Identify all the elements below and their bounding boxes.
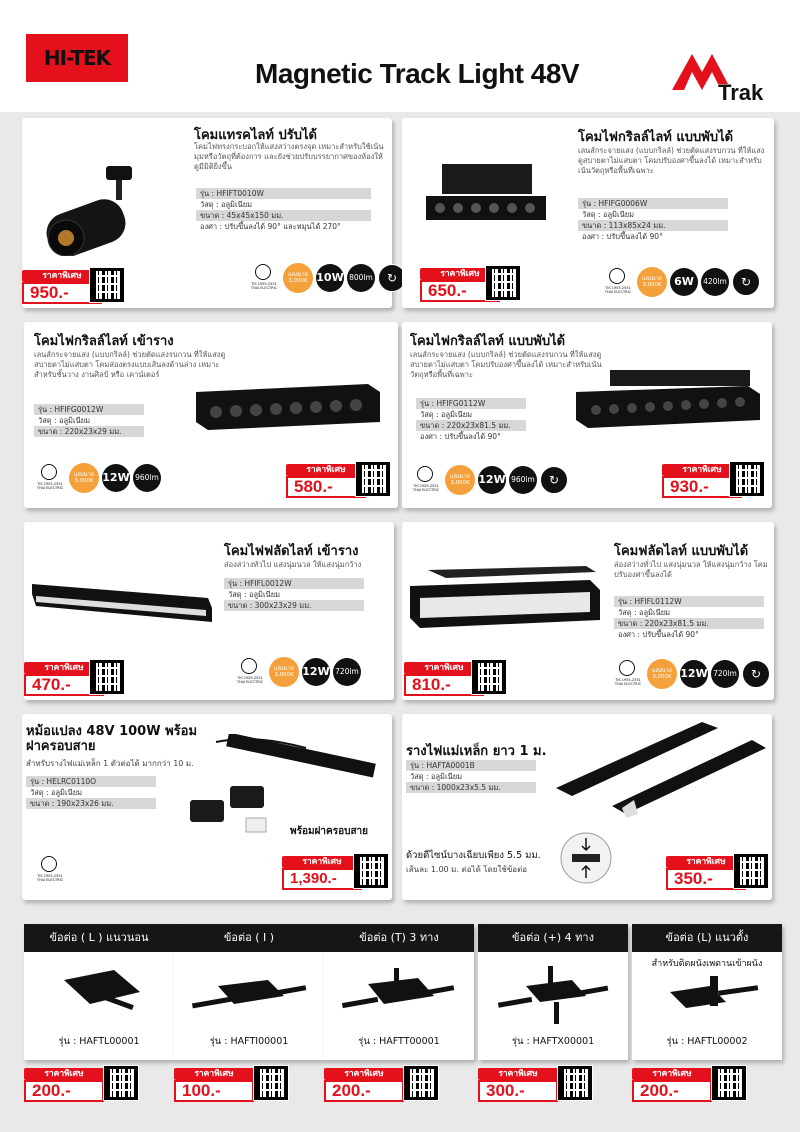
product-card-grill-track: [24, 322, 398, 508]
spec-table: รุ่น : HFIFL0012W วัสดุ : อลูมิเนียม ขนาด : 300x23x29 มม.: [224, 578, 364, 611]
spec-badges: [34, 462, 161, 494]
warm-light-badge: แสงนวล 3,000K: [445, 465, 475, 495]
product-desc: เลนส์กระจายแสง (แบบกริลล์) ช่วยตัดแสงรบกวน ที่ให้แสงดูสบายตาไม่แสบตา โคมส่องตรงแบบเส้นลงด้านล่าง เหมาะสำหรับชั้นวาง งานศิลป์ หรือ เคาน์เตอร์: [34, 350, 226, 379]
warm-light-badge: แสงนวล 3,000K: [647, 659, 677, 689]
fitting-model: รุ่น : HAFTL00001: [58, 1036, 140, 1047]
fitting-card-t: [324, 924, 474, 1060]
product-desc: สำหรับรางไฟแม่เหล็ก 1 ตัวต่อได้ มากกว่า 10 ม.: [26, 759, 194, 768]
qr-code: [254, 1066, 288, 1100]
qr-code: [354, 854, 388, 888]
trak-logo: Trak: [666, 46, 776, 108]
qr-code: [90, 268, 124, 302]
lumen-badge: 960lm: [509, 466, 537, 494]
flood-track-image: [28, 578, 218, 634]
tis-icon: TIS 1955-2551 THAI ELECTRIC: [612, 658, 644, 690]
rotate-icon: ↻: [742, 660, 770, 688]
flood-fold-image: [406, 562, 606, 642]
fitting-card-x: [478, 924, 628, 1060]
qr-code: [404, 1066, 438, 1100]
spec-badges: [602, 266, 760, 298]
qr-code: [734, 854, 768, 888]
product-title: โคมไฟกริลล์ไลท์ แบบพับได้: [410, 334, 566, 349]
product-card-grill-fold-6w: [402, 118, 774, 308]
grill-fold-12w-image: [570, 366, 766, 446]
lumen-badge: 960lm: [133, 464, 161, 492]
spec-table: รุ่น : HELRC0110O วัสดุ : อลูมิเนียม ขนาด : 190x23x26 มม.: [26, 776, 156, 809]
price-tag: ราคาพิเศษ 200.-: [632, 1068, 714, 1102]
l-connector-image: [44, 960, 154, 1032]
qr-code: [712, 1066, 746, 1100]
warm-light-badge: แสงนวล 3,000K: [69, 463, 99, 493]
product-card-magnetic-rail: [402, 714, 772, 900]
spec-table: รุ่น : HFIFG0112W วัสดุ : อลูมิเนียม ขนาด : 220x23x81.5 มม. องศา : ปรับขึ้นลงได้ 90°: [416, 398, 526, 442]
product-title: โคมฟลัดไลท์ แบบพับได้: [614, 544, 749, 559]
price-tag: ราคาพิเศษ 650.-: [420, 268, 502, 302]
lumen-badge: 800lm: [347, 264, 375, 292]
price-tag: ราคาพิเศษ 200.-: [24, 1068, 106, 1102]
magnetic-rail-image: [552, 718, 768, 826]
fitting-model: รุ่น : HAFTX00001: [511, 1036, 595, 1047]
tis-icon: TIS 1955-2551 THAI ELECTRIC: [410, 464, 442, 496]
product-card-power-supply: [22, 714, 392, 900]
product-card-flood-fold: [402, 522, 774, 700]
lumen-badge: 720lm: [711, 660, 739, 688]
fitting-card-i: [174, 924, 324, 1060]
qr-code: [90, 660, 124, 694]
spec-badges: [612, 658, 770, 690]
watt-badge: 12W: [478, 466, 506, 494]
fitting-model: รุ่น : HAFTI00001: [209, 1036, 289, 1047]
fitting-model: รุ่น : HAFTT00001: [358, 1036, 440, 1047]
fitting-title: ข้อต่อ ( I ): [174, 924, 324, 952]
price-tag: ราคาพิเศษ 200.-: [324, 1068, 406, 1102]
product-desc: เลนส์กระจายแสง (แบบกริลล์) ช่วยตัดแสงรบกวน ที่ให้แสงดูสบายตาไม่แสบตา โคมปรับองศาขึ้นลงได้ เหมาะสำหรับเน้นวัตถุหรือพื้นที่เฉพาะ: [578, 146, 765, 175]
page-title: Magnetic Track Light 48V: [255, 58, 580, 89]
qr-code: [730, 462, 764, 496]
product-desc: โคมไฟทรงกระบอกให้แสงสว่างตรงจุด เหมาะสำหรับใช้เน้นมุมหรือวัตถุที่ต้องการ และยังช่วยปรับบรรยากาศของห้องให้ดูมีมิติยิ่งขึ้น: [194, 142, 384, 171]
fitting-title: ข้อต่อ ( L ) แนวนอน: [24, 924, 174, 952]
product-title: โคมแทรคไลท์ ปรับได้: [194, 128, 317, 143]
warm-light-badge: แสงนวล 3,000K: [637, 267, 667, 297]
hitek-logo: HI-TEK: [26, 34, 128, 82]
watt-badge: 10W: [316, 264, 344, 292]
t-connector-image: [338, 964, 458, 1030]
tis-icon: TIS 1955-2551 THAI ELECTRIC: [34, 854, 66, 886]
watt-badge: 12W: [102, 464, 130, 492]
l-vertical-connector-image: [650, 972, 764, 1032]
rotate-icon: ↻: [732, 268, 760, 296]
fitting-title: ข้อต่อ (L) แนวตั้ง: [632, 924, 782, 952]
price-tag: ราคาพิเศษ 470.-: [24, 662, 106, 696]
product-title: โคมไฟกริลล์ไลท์ แบบพับได้: [578, 130, 734, 145]
grill-fold-image: [422, 158, 552, 238]
spec-table: รุ่น : HFIFT0010W วัสดุ : อลูมิเนียม ขนาด : 45x45x150 มม. องศา : ปรับขึ้นลงได้ 90° และหมุนได้ 270°: [196, 188, 371, 232]
grill-track-image: [190, 378, 386, 458]
product-desc: เลนส์กระจายแสง (แบบกริลล์) ช่วยตัดแสงรบกวน ที่ให้แสงดูสบายตาไม่แสบตา โคมปรับองศาขึ้นลงได้ เหมาะสำหรับเน้นวัตถุหรือพื้นที่เฉพาะ: [410, 350, 602, 379]
warm-light-badge: แสงนวล 3,000K: [269, 657, 299, 687]
warm-light-badge: แสงนวล 3,000K: [283, 263, 313, 293]
product-desc: ส่องสว่างทั่วไป แสงนุ่มนวล ให้แสงนุ่มกว้าง: [224, 560, 362, 569]
product-title: โคมไฟฟลัดไลท์ เข้าราง: [224, 544, 359, 559]
i-connector-image: [188, 970, 308, 1030]
qr-code: [472, 660, 506, 694]
qr-code: [104, 1066, 138, 1100]
x-connector-image: [492, 962, 612, 1032]
price-tag: ราคาพิเศษ 350.-: [666, 856, 748, 890]
spec-table: รุ่น : HAFTA0001B วัสดุ : อลูมิเนียม ขนาด : 1000x23x5.5 มม.: [406, 760, 536, 793]
price-tag: ราคาพิเศษ 1,390.-: [282, 856, 370, 890]
rail-note-1: ด้วยดีไซน์บางเฉียบเพียง 5.5 มม.: [406, 850, 541, 861]
price-tag: ราคาพิเศษ 580.-: [286, 464, 368, 498]
spec-table: รุ่น : HFIFG0012W วัสดุ : อลูมิเนียม ขนาด : 220x23x29 มม.: [34, 404, 144, 437]
watt-badge: 12W: [302, 658, 330, 686]
spec-table: รุ่น : HFIFL0112W วัสดุ : อลูมิเนียม ขนาด : 220x23x81.5 มม. องศา : ปรับขึ้นลงได้ 90°: [614, 596, 764, 640]
rotate-icon: ↻: [378, 264, 406, 292]
qr-code: [486, 266, 520, 300]
rotate-icon: ↻: [540, 466, 568, 494]
price-tag: ราคาพิเศษ 930.-: [662, 464, 744, 498]
tis-icon: TIS 1955-2551 THAI ELECTRIC: [34, 462, 66, 494]
lumen-badge: 720lm: [333, 658, 361, 686]
watt-badge: 12W: [680, 660, 708, 688]
power-supply-caption: พร้อมฝาครอบสาย: [290, 826, 369, 837]
fitting-title: ข้อต่อ (+) 4 ทาง: [478, 924, 628, 952]
fitting-subtitle: สำหรับติดผนังเพดานเข้าผนัง: [651, 959, 763, 969]
tis-icon: TIS 1955-2551 THAI ELECTRIC: [234, 656, 266, 688]
fitting-card-l-horizontal: [24, 924, 174, 1060]
spec-badges: [410, 464, 568, 496]
spec-table: รุ่น : HFIFG0006W วัสดุ : อลูมิเนียม ขนาด : 113x85x24 มม. องศา : ปรับขึ้นลงได้ 90°: [578, 198, 728, 242]
qr-code: [558, 1066, 592, 1100]
product-card-grill-fold-12w: [402, 322, 772, 508]
watt-badge: 6W: [670, 268, 698, 296]
tis-icon: TIS 1955-2551 THAI ELECTRIC: [602, 266, 634, 298]
fitting-title: ข้อต่อ (T) 3 ทาง: [324, 924, 474, 952]
qr-code: [356, 462, 390, 496]
product-card-flood-track: [24, 522, 394, 700]
spec-badges: [234, 656, 361, 688]
header: [0, 0, 800, 112]
product-title: หม้อแปลง 48V 100W พร้อมฝาครอบสาย: [26, 724, 198, 754]
product-card-track-spot: [22, 118, 398, 308]
rail-profile-icon: [560, 832, 612, 884]
fitting-card-l-vertical: [632, 924, 782, 1060]
rail-note-2: เส้นละ 1.00 ม. ต่อได้ โดยใช้ข้อต่อ: [406, 865, 528, 874]
track-spot-image: [36, 156, 156, 256]
price-tag: ราคาพิเศษ 950.-: [22, 270, 104, 304]
product-title: โคมไฟกริลล์ไลท์ เข้าราง: [34, 334, 174, 349]
lumen-badge: 420lm: [701, 268, 729, 296]
product-desc: ส่องสว่างทั่วไป แสงนุ่มนวล ให้แสงนุ่มกว้าง โคมปรับองศาขึ้นลงได้: [614, 560, 768, 579]
price-tag: ราคาพิเศษ 100.-: [174, 1068, 256, 1102]
tis-icon: TIS 1955-2551 THAI ELECTRIC: [248, 262, 280, 294]
price-tag: ราคาพิเศษ 300.-: [478, 1068, 560, 1102]
product-title: รางไฟแม่เหล็ก ยาว 1 ม.: [406, 744, 547, 759]
fitting-model: รุ่น : HAFTL00002: [666, 1036, 748, 1047]
spec-badges: [248, 262, 406, 294]
price-tag: ราคาพิเศษ 810.-: [404, 662, 486, 696]
